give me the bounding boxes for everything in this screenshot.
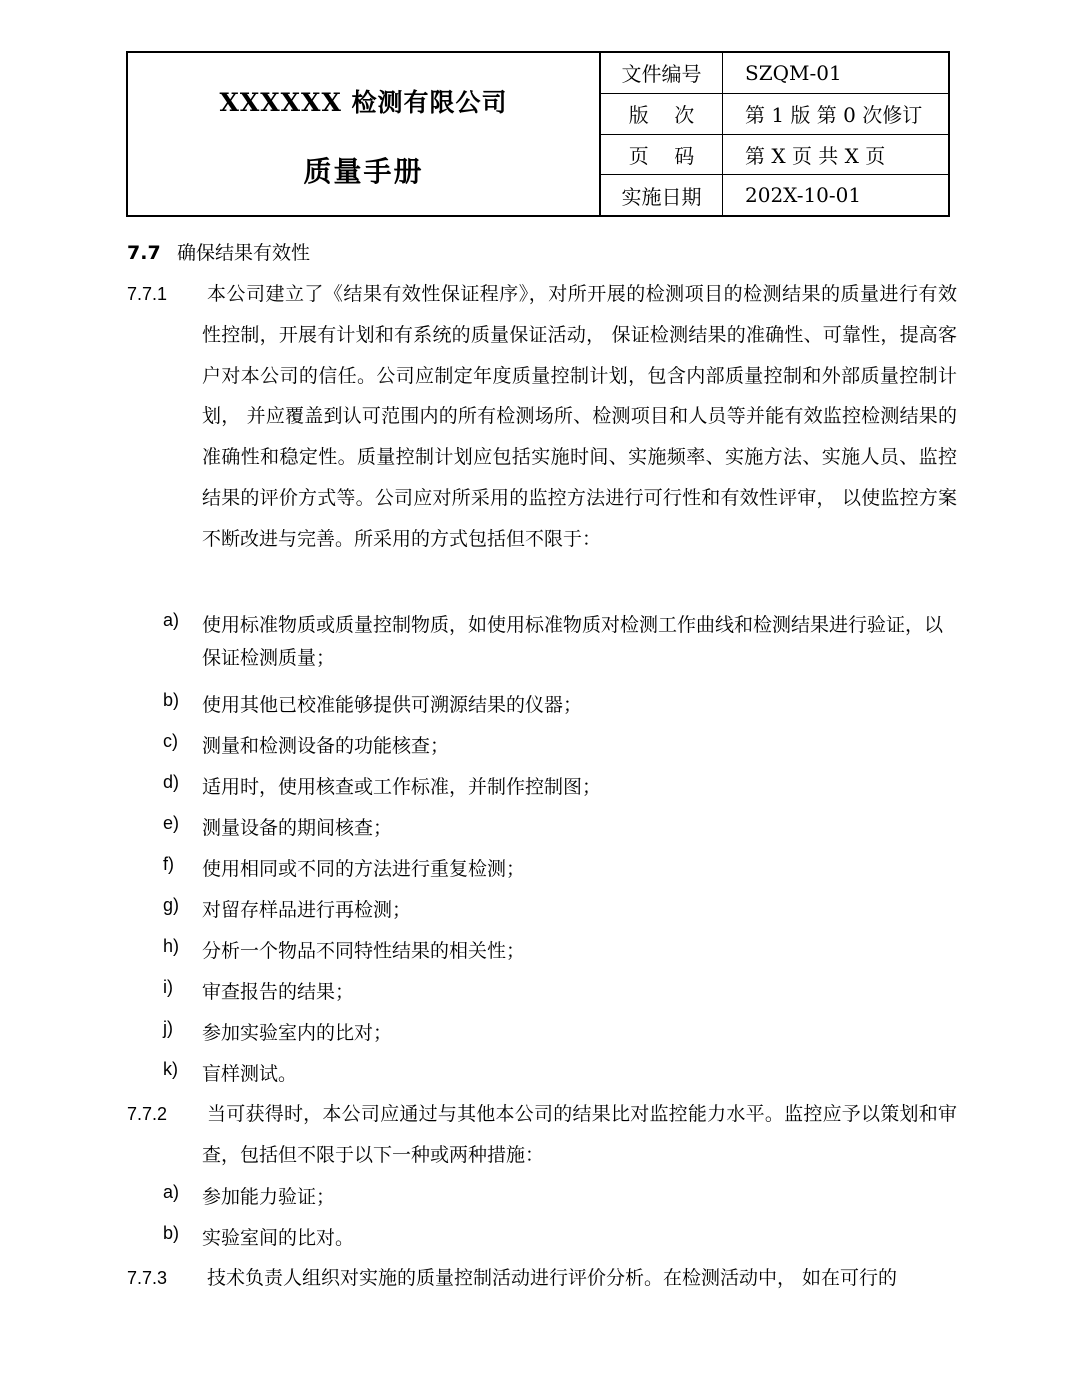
list-marker: c): [163, 731, 178, 751]
list-text: 参加能力验证；: [202, 1186, 336, 1208]
meta-key: 版 次: [601, 94, 723, 134]
meta-row-file-number: [601, 53, 948, 94]
section-heading: [127, 238, 310, 265]
document-meta-grid: [601, 53, 948, 215]
list-text: 参加实验室内的比对；: [202, 1022, 393, 1044]
list-marker: b): [163, 690, 180, 710]
list-item: [163, 609, 958, 675]
list-text: 使用标准物质或质量控制物质，如使用标准物质对检测工作曲线和检测结果进行验证，以保证检测质量；: [202, 614, 944, 669]
list-marker: g): [163, 895, 180, 915]
list-item: [163, 1181, 958, 1214]
list-text: 对留存样品进行再检测；: [202, 899, 412, 921]
list-item: [163, 771, 958, 804]
meta-row-edition: [601, 94, 948, 135]
list-text: 测量和检测设备的功能核查；: [202, 735, 450, 757]
clause-7-7-1: [127, 284, 957, 570]
list-marker: f): [163, 854, 174, 874]
list-item: [163, 1222, 958, 1255]
list-marker: a): [163, 610, 180, 630]
list-item: [163, 812, 958, 845]
meta-value: 第 X 页 共 X 页: [745, 143, 886, 168]
clause-7-7-3: [127, 1268, 957, 1309]
company-name: XXXXXX 检测有限公司: [219, 88, 508, 117]
list-item: [163, 853, 958, 886]
clause-number: 7.7.2: [127, 1104, 168, 1124]
list-item: [163, 1017, 958, 1050]
clause-paragraph: 本公司建立了《结果有效性保证程序》，对所开展的检测项目的检测结果的质量进行有效性控制，开展有计划和有系统的质量保证活动， 保证检测结果的准确性、可靠性，提高客户对本公司的信任。公司应制定年度质量控制计划，包含内部质量控制和外部质量控制计划， 并应覆盖到认可范围内的所有检测场所、检测项目和人员等并能有效监控检测结果的准确性和稳定性。质量控制计划应包括实施时间、实施频率、实施方法、实施人员、监控结果的评价方式等。公司应对所采用的监控方法进行可行性和有效性评审， 以使监控方案不断改进与完善。所采用的方式包括但不限于：: [202, 283, 957, 550]
clause-number: 7.7.1: [127, 284, 168, 304]
list-text: 适用时，使用核查或工作标准，并制作控制图；: [202, 776, 602, 798]
list-marker: a): [163, 1182, 180, 1202]
list-marker: j): [163, 1018, 173, 1038]
list-item: [163, 935, 958, 968]
meta-value: 第 1 版 第 0 次修订: [745, 103, 923, 128]
list-item: [163, 689, 958, 722]
section-title: 确保结果有效性: [177, 242, 311, 264]
meta-value: SZQM-01: [745, 60, 842, 85]
list-marker: h): [163, 936, 180, 956]
manual-title: 质量手册: [303, 155, 424, 188]
meta-row-effective-date: [601, 175, 948, 215]
list-item: [163, 976, 958, 1009]
list-item: [163, 1058, 958, 1091]
meta-key: 页 码: [601, 135, 723, 175]
meta-row-page: [601, 135, 948, 176]
document-header-table: [126, 51, 950, 217]
list-item: [163, 730, 958, 763]
company-block: [128, 53, 601, 215]
list-marker: e): [163, 813, 180, 833]
meta-key: 文件编号: [601, 53, 723, 93]
list-text: 分析一个物品不同特性结果的相关性；: [202, 940, 526, 962]
list-marker: d): [163, 772, 180, 792]
list-marker: b): [163, 1223, 180, 1243]
meta-key: 实施日期: [601, 175, 723, 215]
section-number: 7.7: [127, 242, 161, 264]
list-item: [163, 894, 958, 927]
clause-number: 7.7.3: [127, 1268, 168, 1288]
list-text: 审查报告的结果；: [202, 981, 355, 1003]
clause-paragraph: 当可获得时，本公司应通过与其他本公司的结果比对监控能力水平。监控应予以策划和审查，包括但不限于以下一种或两种措施：: [202, 1103, 957, 1166]
list-text: 盲样测试。: [202, 1063, 298, 1085]
list-marker: k): [163, 1059, 178, 1079]
list-text: 使用相同或不同的方法进行重复检测；: [202, 858, 526, 880]
clause-7-7-2: [127, 1104, 957, 1186]
list-text: 测量设备的期间核查；: [202, 817, 393, 839]
clause-paragraph: 技术负责人组织对实施的质量控制活动进行评价分析。在检测活动中， 如在可行的: [207, 1267, 898, 1289]
list-text: 实验室间的比对。: [202, 1227, 355, 1249]
list-text: 使用其他已校准能够提供可溯源结果的仪器；: [202, 694, 583, 716]
meta-value: 202X-10-01: [745, 183, 862, 208]
list-marker: i): [163, 977, 173, 997]
